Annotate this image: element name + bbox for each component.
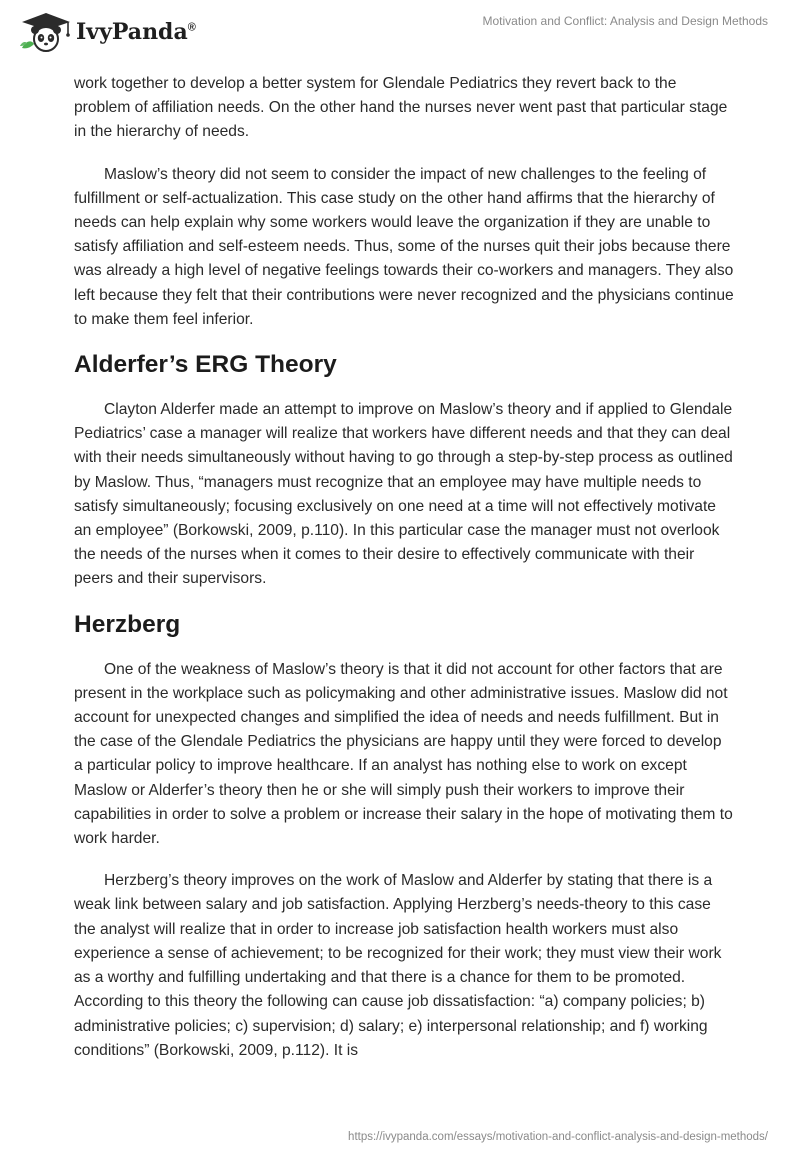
paragraph-4: One of the weakness of Maslow’s theory is that it did not account for other factors that are present in the workplace such as policymaking and other administrative issues. Maslow did not account for unexpected changes and simplified the idea of needs and needs fulfillment. But in the case of the Glendale Pediatrics the physicians are happy until they were forced to develop a particular policy to improve healthcare. If an analyst has nothing else to work on except Maslow or Alderfer’s theory then he or she will simply push their workers to improve their capabilities in order to solve a problem or increase their salary in the hope of motivating them to work harder. bbox=[74, 660, 733, 848]
footer-url-link[interactable]: https://ivypanda.com/essays/motivation-and-conflict-analysis-and-design-methods/ bbox=[348, 1131, 768, 1143]
heading-erg-theory: Alderfer’s ERG Theory bbox=[74, 351, 337, 379]
panda-graduate-icon bbox=[16, 10, 74, 52]
article-body bbox=[74, 72, 734, 1081]
heading-herzberg: Herzberg bbox=[74, 610, 181, 638]
paragraph-5: Herzberg’s theory improves on the work of Maslow and Alderfer by stating that there is a weak link between salary and job satisfaction. Applying Herzberg’s needs-theory to this case the analyst will realize that in order to increase job satisfaction health workers must also experience a sense of achievement; to be recognized for their work; they must view their work as a worthy and fulfilling undertaking and that there is a chance for them to be promoted. According to this theory the following can cause job dissatisfaction: “a) company policies; b) administrative policies; c) supervision; d) salary; e) interpersonal relationship; and f) working conditions” (Borkowski, 2009, p.112). It is bbox=[74, 872, 722, 1059]
document-title: Motivation and Conflict: Analysis and Design Methods bbox=[482, 14, 768, 28]
ivypanda-logo[interactable] bbox=[16, 10, 196, 52]
page-header bbox=[0, 0, 800, 60]
logo-text: IvyPanda® bbox=[76, 19, 196, 45]
paragraph-1: work together to develop a better system for Glendale Pediatrics they revert back to the problem of affiliation needs. On the other hand the nurses never went past that particular stage in the hierarchy of needs. bbox=[74, 75, 728, 141]
paragraph-3: Clayton Alderfer made an attempt to improve on Maslow’s theory and if applied to Glendale Pediatrics’ case a manager will realize that workers have different needs and that they can deal with their needs simultaneously without having to go through a step-by-step process as outlined by Maslow. Thus, “managers must recognize that an employee may have multiple needs to satisfy simultaneously; focusing exclusively on one need at a time will not effectively motivate an employee” (Borkowski, 2009, p.110). In this particular case the manager must not overlook the needs of the nurses when it comes to their desire to effectively communicate with their peers and their supervisors. bbox=[74, 401, 733, 588]
paragraph-2: Maslow’s theory did not seem to consider the impact of new challenges to the feeling of fulfillment or self-actualization. This case study on the other hand affirms that the hierarchy of needs can help explain why some workers would leave the organization if they are unable to satisfy affiliation and self-esteem needs. Thus, some of the nurses quit their jobs because there was already a high level of negative feelings towards their co-workers and managers. They also left because they felt that their contributions were never recognized and the physicians continue to make them feel inferior. bbox=[74, 165, 734, 328]
